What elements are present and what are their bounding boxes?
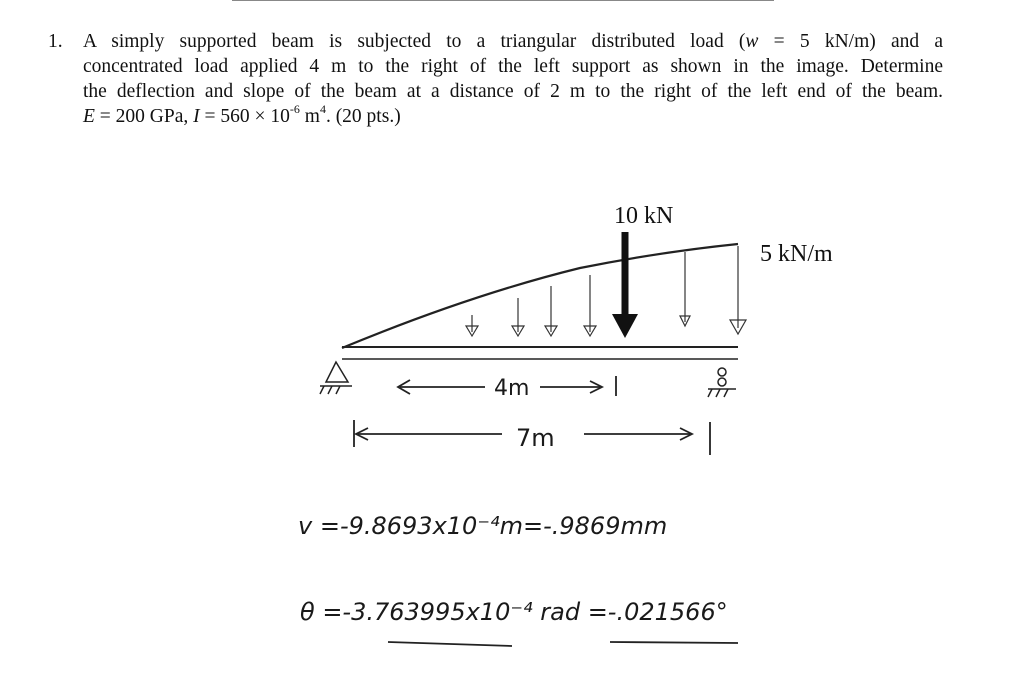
left-pin-support: [320, 362, 352, 394]
slope-underline-right: [610, 642, 738, 643]
problem-line-3: the deflection and slope of the beam at a distance of 2 m to the right of the left end of the beam.: [83, 81, 943, 102]
problem-line-2: concentrated load applied 4 m to the right of the left support as shown in the image. Determine: [83, 56, 943, 77]
answer-deflection: v =-9.8693x10⁻⁴m=-.9869mm: [298, 512, 668, 540]
slope-underline-left: [388, 642, 512, 646]
problem-line-4: E = 200 GPa, $I = 560 \times 10^{-6}$ $m^4$. (20 pts.): [83, 101, 401, 127]
beam: [342, 347, 738, 359]
answer-slope: θ =-3.763995x10⁻⁴ rad =-.021566°: [300, 598, 728, 626]
distributed-load-label: 5 kN/m: [760, 241, 833, 267]
load-envelope-line: [342, 244, 738, 348]
problem-line-1: A simply supported beam is subjected to a triangular distributed load (w = 5 kN/m) and a: [83, 31, 943, 52]
right-roller-support: [708, 368, 736, 397]
point-load-label: 10 kN: [614, 203, 674, 229]
problem-number: 1.: [48, 31, 63, 52]
dimension-7m-label: 7m: [516, 424, 555, 452]
dimension-4m-label: 4m: [494, 376, 530, 401]
point-load-arrow: [612, 232, 638, 338]
distributed-load-arrows: [466, 246, 746, 336]
